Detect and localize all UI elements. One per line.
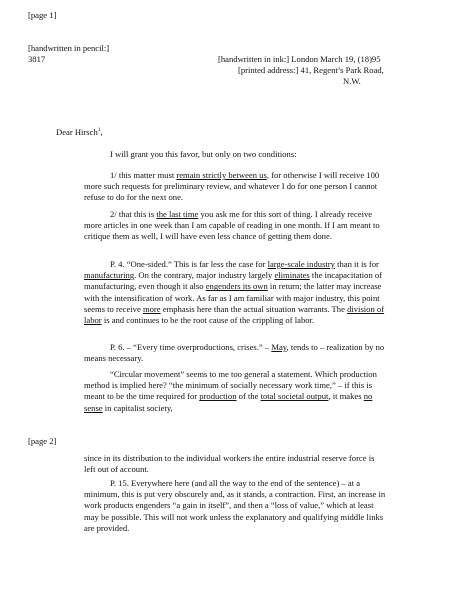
circular-u1: production bbox=[199, 391, 237, 402]
p4-paragraph bbox=[84, 259, 386, 326]
p4-g: is and continues to be the root cause of the crippling of labor. bbox=[101, 315, 315, 326]
p15-paragraph: P. 15. Everywhere here (and all the way to the end of the sentence) – at a minimum, this is put very obscurely and, as it stands, a contraction. First, an increase in work products engenders “a gain in itself”, and then a “loss of value,” which at least may be possible. This will not work unless the explanatory and qualifying middle links are provided. bbox=[84, 478, 386, 533]
p4-f: emphasis here than the actual situation warrants. The bbox=[160, 303, 348, 314]
circular-a: “Circular movement” seems to me too general a statement. Which production method is implied here? “the minimum of socially necessary work time,” – if this is meant to be the time required for bbox=[84, 369, 377, 402]
p4-u5: more bbox=[142, 303, 161, 314]
circular-b: of the bbox=[236, 391, 261, 402]
pencil-note: [handwritten in pencil:] bbox=[28, 43, 110, 53]
circular-movement-paragraph bbox=[84, 369, 386, 414]
p6-paragraph bbox=[84, 342, 386, 364]
circular-u2: total societal output bbox=[260, 391, 329, 402]
page-1-marker: [page 1] bbox=[28, 10, 57, 20]
circular-u3: no sense bbox=[84, 391, 373, 413]
p4-u3: eliminates bbox=[274, 270, 310, 281]
p4-d: the incapacitation of manufacturing, even though it also bbox=[84, 270, 383, 292]
pencil-number: 3817 bbox=[28, 54, 46, 64]
p4-c: . On the contrary, major industry largely bbox=[134, 270, 275, 281]
condition-1-a: 1/ this matter must bbox=[110, 170, 177, 180]
p4-b: than it is for bbox=[334, 259, 379, 269]
condition-2-a: 2/ that this is bbox=[110, 209, 157, 219]
salutation-footnote: 1 bbox=[97, 127, 101, 134]
p4-u4: engenders its own bbox=[205, 281, 268, 292]
p6-b: , tends to – realization by no means necessary. bbox=[84, 342, 385, 364]
circular-c: , it makes bbox=[328, 391, 364, 402]
condition-1-paragraph bbox=[84, 170, 384, 204]
p4-a: P. 4. “One-sided.” This is far less the case for bbox=[110, 259, 268, 269]
p4-u6: division of labor bbox=[84, 303, 385, 326]
circular-d: in capitalist society, bbox=[102, 402, 173, 413]
condition-1-underlined: remain strictly between us bbox=[176, 170, 267, 180]
p4-e: in return; the latter may increase with the intensification of work. As far as I am familiar with major industry, this point seems to receive bbox=[84, 281, 382, 314]
address-line-2: N.W. bbox=[343, 76, 361, 86]
p6-underlined: May bbox=[271, 342, 287, 352]
condition-1-b: , for otherwise I will receive 100 more such requests for preliminary review, and whatever I do for one person I cannot refuse to do for the next one. bbox=[84, 170, 380, 203]
continuation-paragraph: since in its distribution to the individual workers the entire industrial reserve force is left out of account. bbox=[84, 453, 375, 475]
page-2-marker: [page 2] bbox=[28, 436, 57, 446]
condition-2-b: you ask me for this sort of thing. I already receive more articles in one week than I am capable of reading in one month. If I am meant to critique them as well, I will have even less chance of getting them done. bbox=[84, 209, 380, 242]
intro-paragraph: I will grant you this favor, but only on two conditions: bbox=[110, 149, 297, 159]
p4-u2: manufacturing bbox=[84, 270, 135, 281]
condition-2-underlined: the last time bbox=[156, 209, 199, 219]
dateline: [handwritten in ink:] London March 19, (18)95 bbox=[218, 54, 381, 64]
salutation bbox=[56, 127, 103, 138]
p4-u1: large-scale industry bbox=[267, 259, 335, 269]
address-line-1: [printed address:] 41, Regent’s Park Road, bbox=[238, 65, 384, 75]
condition-2-paragraph bbox=[84, 209, 386, 243]
salutation-text: Dear Hirsch bbox=[56, 127, 98, 137]
p6-a: P. 6. – “Every time overproductions, crises.” – bbox=[110, 342, 272, 352]
salutation-comma: , bbox=[100, 127, 103, 137]
